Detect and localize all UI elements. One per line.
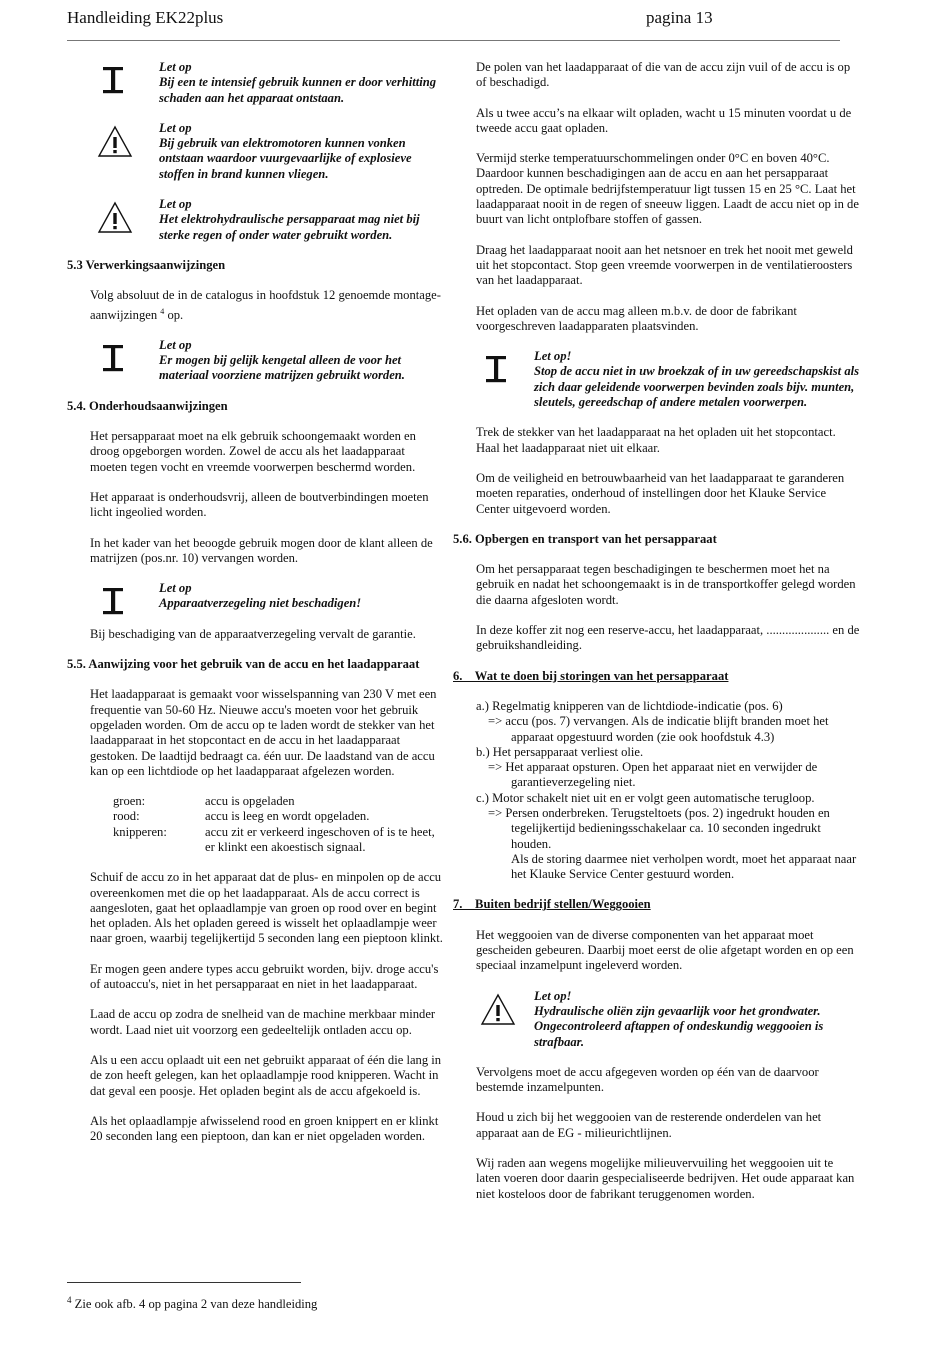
notice-pocket [453, 349, 860, 410]
table-row [113, 809, 445, 824]
paragraph: Om het persapparaat tegen beschadigingen te beschermen moet het na gebruik en nadat het schoongemaakt is in de transportkoffer gelegd worden die daarna afgesloten wordt. [476, 562, 856, 607]
paragraph: In deze koffer zit nog een reserve-accu, het laadapparaat, .................... en de gebruikshandleiding. [476, 623, 860, 653]
paragraph: Vervolgens moet de accu afgegeven worden op één van de daarvoor bestemde inzamelpunten. [476, 1064, 819, 1095]
right-column [453, 60, 860, 1217]
paragraph: Bij beschadiging van de apparaatverzegeling vervalt de garantie. [90, 626, 416, 641]
notice-oil [453, 989, 860, 1050]
info-i-icon [97, 342, 133, 376]
notice-seal [67, 581, 445, 612]
footnote-number: 4 [67, 1295, 72, 1305]
notice-label: Let op [159, 60, 192, 74]
fault-list [476, 699, 860, 883]
table-row [113, 825, 445, 856]
page-header [67, 8, 840, 41]
list-item-remedy: apparaat opgestuurd worden (zie ook hoofdstuk 4.3) [511, 729, 775, 744]
notice-label: Let op [159, 337, 192, 352]
table-row [113, 794, 445, 809]
paragraph: Het persapparaat moet na elk gebruik schoongemaakt worden en droog opgeborgen worden. Zowel de accu als het laadapparaat moeten tegen vocht en vreemde voorwerpen beschermd worden. [90, 429, 416, 474]
info-i-icon [480, 353, 516, 387]
notice-text: Bij gebruik van elektromotoren kunnen vonken ontstaan waardoor vuurgevaarlijke of explosieve stoffen in brand kunnen vliegen. [159, 136, 412, 181]
paragraph: Het apparaat is onderhoudsvrij, alleen de boutverbindingen moeten licht ingeolied worden. [90, 489, 429, 520]
paragraph: Trek de stekker van het laadapparaat na het opladen uit het stopcontact. Haal het laadapparaat niet uit elkaar. [476, 425, 836, 455]
page-number: pagina 13 [646, 8, 713, 27]
led-state: knipperen: [113, 824, 167, 839]
paragraph: Draag het laadapparaat nooit aan het netsnoer en trek het nooit met geweld uit het stopcontact. Stop geen vreemde voorwerpen in de ventilatieroosters van het laadapparaat. [476, 242, 853, 288]
list-item-remedy: garantieverzegeling niet. [511, 775, 636, 790]
paragraph: Houd u zich bij het weggooien van de resterende onderdelen van het apparaat aan de EG - milieurichtlijnen. [476, 1110, 822, 1140]
document-title: Handleiding EK22plus [67, 8, 224, 27]
paragraph: Om de veiligheid en betrouwbaarheid van het laadapparaat te garanderen moeten reparaties, onderhoud of instellingen door het Klauke Service Center uitgevoerd worden. [476, 470, 845, 516]
paragraph: Het laadapparaat is gemaakt voor wisselspanning van 230 V met een frequentie van 50-60 Hz. Nieuwe accu's moeten voor het gebruik opgeladen worden. Om de accu op te laden wordt de stekker van het laadapparaat in het stopcontact en de accu in het laadapparaat gestoken. De laadtijd bedraagt ca. één uur. De laadstand van de accu kan op een lichtdiode op het laadapparaat afgelezen worden. [90, 687, 437, 778]
warning-triangle-icon [97, 125, 133, 159]
warning-triangle-icon [97, 201, 133, 235]
notice-text: Stop de accu niet in uw broekzak of in uw gereedschapskist als zich daar geleidende voorwerpen bevinden zoals bijv. munten, sleutels, gereedschap of andere metalen voorwerpen. [534, 364, 860, 410]
left-column [67, 60, 445, 1159]
notice-heat [67, 60, 445, 106]
paragraph: Als u een accu oplaadt uit een net gebruikt apparaat of één die lang in de zon heeft gelegen, kan het oplaadlampje rood knipperen. Wacht in dat geval een poosje. Het opladen begint als de accu afgekoeld is. [90, 1052, 442, 1098]
section-heading-5-3: 5.3 Verwerkingsaanwijzingen [67, 257, 226, 272]
notice-text: Het elektrohydraulische persapparaat mag niet bij sterke regen of onder water gebruikt worden. [159, 212, 420, 242]
paragraph: Het opladen van de accu mag alleen m.b.v. de door de fabrikant voorgeschreven laadapparaten plaatsvinden. [476, 303, 797, 333]
list-item-remedy: => Het apparaat opsturen. Open het apparaat niet en verwijder de [488, 760, 818, 775]
notice-text: Hydraulische oliën zijn gevaarlijk voor het grondwater. Ongecontroleerd aftappen of ondeskundig weggooien is strafbaar. [534, 1003, 824, 1049]
section-heading-5-5: 5.5. Aanwijzing voor het gebruik van de accu en het laadapparaat [67, 657, 420, 672]
list-item-remedy: het Klauke Service Center gestuurd worden. [511, 867, 735, 882]
notice-label: Let op! [534, 988, 572, 1003]
footnote-divider [67, 1282, 301, 1283]
paragraph [67, 288, 445, 323]
led-state: groen: [113, 794, 146, 809]
notice-label: Let op! [534, 349, 572, 364]
notice-text: Apparaatverzegeling niet beschadigen! [159, 596, 362, 611]
list-item: c.) Motor schakelt niet uit en er volgt geen automatische terugloop. [476, 790, 815, 805]
warning-triangle-icon [480, 993, 516, 1027]
paragraph: Vermijd sterke temperatuurschommelingen onder 0°C en boven 40°C. Daardoor kunnen beschadigingen aan de accu en aan het persapparaat optreden. De optimale bedrijfstemperatuur ligt tussen 15 en 25 °C. Laat het laadapparaat nooit in de regen of sneeuw liggen. Laadt de accu niet op in de buurt van licht ontplofbare stoffen of gassen. [476, 151, 859, 227]
list-item-remedy: tegelijkertijd bedieningsschakelaar ca. 10 seconden ingedrukt houden. [511, 821, 821, 851]
section-heading-7: 7. Buiten bedrijf stellen/Weggooien [453, 897, 651, 912]
paragraph: Schuif de accu zo in het apparaat dat de plus- en minpolen op de accu overeenkomen met die op het laadapparaat. Als de accu correct is aangesloten, gaat het oplaadlampje van groen op rood over en begint het opladen. Als het opladen gereed is wisselt het oplaadlampje weer naar groen, waarbij tegelijkertijd 5 seconden lang een pieptoon klinkt. [90, 870, 443, 946]
section-heading-6: 6. Wat te doen bij storingen van het persapparaat [453, 668, 729, 683]
notice-label: Let op [159, 197, 192, 212]
notice-label: Let op [159, 581, 192, 596]
paragraph: Als u twee accu’s na elkaar wilt opladen, wacht u 15 minuten voordat u de tweede accu gaat opladen. [476, 105, 852, 135]
list-item-remedy: Als de storing daarmee niet verholpen wordt, moet het apparaat naar [511, 851, 857, 866]
paragraph: Er mogen geen andere types accu gebruikt worden, bijv. droge accu's of autoaccu's, niet in het persapparaat en niet in het laadapparaat. [90, 961, 439, 992]
section-heading-5-6: 5.6. Opbergen en transport van het persapparaat [453, 531, 717, 546]
led-meaning: accu zit er verkeerd ingeschoven of is te heet, er klinkt een akoestisch signaal. [205, 824, 435, 854]
led-status-table [113, 794, 445, 855]
notice-text: Bij een te intensief gebruik kunnen er door verhitting schaden aan het apparaat ontstaan. [159, 75, 437, 105]
paragraph-text: op. [164, 307, 184, 322]
notice-sparks [67, 121, 445, 182]
notice-dies [67, 338, 445, 384]
list-item-remedy: => Persen onderbreken. Terugsteltoets (pos. 2) ingedrukt houden en [488, 805, 830, 820]
info-i-icon [97, 585, 133, 619]
led-state: rood: [113, 809, 140, 824]
info-i-icon [97, 64, 133, 98]
paragraph: Wij raden aan wegens mogelijke milieuvervuiling het weggooien uit te laten voeren door daarin gespecialiseerde bedrijven. Het oude apparaat kan niet kosteloos door de fabrikant teruggenomen worden. [476, 1156, 855, 1201]
notice-rain [67, 197, 445, 243]
led-meaning: accu is leeg en wordt opgeladen. [205, 809, 370, 824]
notice-text: Er mogen bij gelijk kengetal alleen de voor het materiaal voorziene matrijzen gebruikt worden. [159, 353, 405, 383]
paragraph: Het weggooien van de diverse componenten van het apparaat moet gescheiden gebeuren. Daarbij moet eerst de olie afgetapt worden en op een speciaal inzamelpunt ingeleverd worden. [476, 927, 854, 973]
paragraph: Laad de accu op zodra de snelheid van de machine merkbaar minder wordt. Laad niet uit voorzorg een gedeeltelijk ontladen accu op. [90, 1007, 436, 1037]
footnote-ref[interactable]: 4 [160, 306, 165, 316]
led-meaning: accu is opgeladen [205, 794, 295, 809]
footnote [67, 1293, 317, 1312]
paragraph: Als het oplaadlampje afwisselend rood en groen knippert en er klinkt 20 seconden lang een pieptoon, dan kan er niet opgeladen worden. [90, 1113, 439, 1144]
list-item: b.) Het persapparaat verliest olie. [476, 744, 644, 759]
list-item: a.) Regelmatig knipperen van de lichtdiode-indicatie (pos. 6) [476, 698, 783, 713]
paragraph-text: Volg absoluut de in de catalogus in hoofdstuk 12 genoemde montage-aanwijzingen [90, 288, 441, 322]
footnote-text: Zie ook afb. 4 op pagina 2 van deze handleiding [71, 1297, 318, 1311]
list-item-remedy: => accu (pos. 7) vervangen. Als de indicatie blijft branden moet het [488, 714, 829, 729]
section-heading-5-4: 5.4. Onderhoudsaanwijzingen [67, 398, 228, 413]
paragraph: De polen van het laadapparaat of die van de accu zijn vuil of de accu is op of beschadigd. [476, 60, 851, 90]
notice-label: Let op [159, 120, 192, 135]
paragraph: In het kader van het beoogde gebruik mogen door de klant alleen de matrijzen (pos.nr. 10) vervangen worden. [90, 535, 433, 565]
